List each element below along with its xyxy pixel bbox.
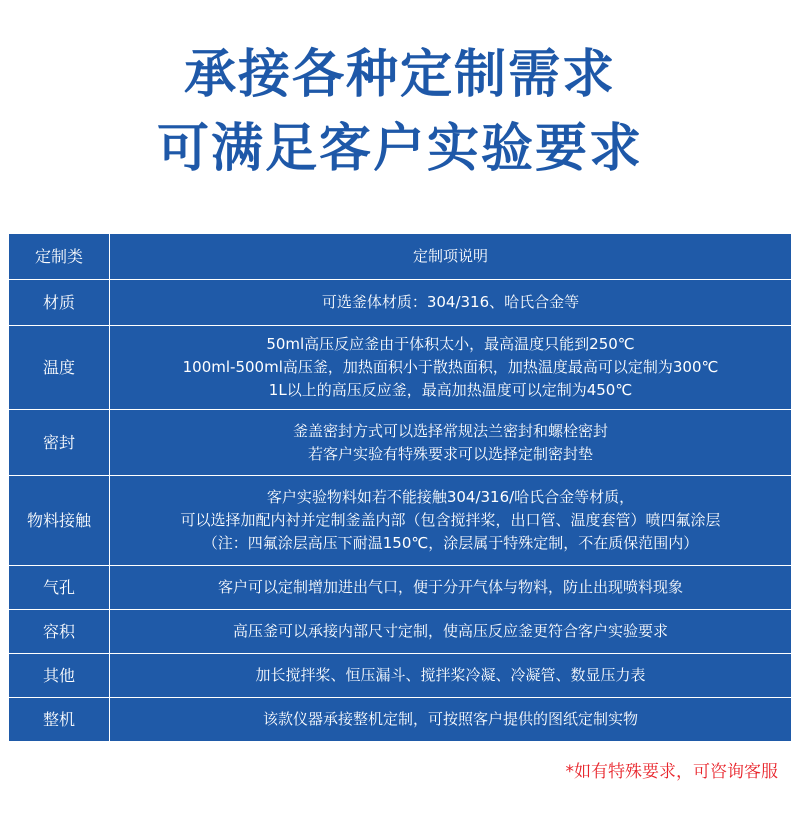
row-category: 密封: [9, 410, 110, 476]
row-description: [110, 698, 792, 742]
table-row: [9, 610, 792, 654]
row-description: [110, 280, 792, 326]
row-category: 整机: [9, 698, 110, 742]
description-line: 釜盖密封方式可以选择常规法兰密封和螺栓密封: [292, 421, 608, 440]
description-line: 50ml高压反应釜由于体积太小，最高温度只能到250℃: [266, 335, 635, 353]
description-line: 加长搅拌桨、恒压漏斗、搅拌桨冷凝、冷凝管、数显压力表: [255, 666, 646, 684]
table-row: [9, 326, 792, 410]
table-row: [9, 280, 792, 326]
description-line: 客户可以定制增加进出气口，便于分开气体与物料，防止出现喷料现象: [217, 578, 683, 596]
row-description: [110, 566, 792, 610]
row-category: 气孔: [9, 566, 110, 610]
description-line: 若客户实验有特殊要求可以选择定制密封垫: [307, 444, 593, 463]
row-category: 容积: [9, 610, 110, 654]
table-body: [9, 280, 792, 742]
customization-table: [8, 233, 792, 742]
description-line: （注：四氟涂层高压下耐温150℃，涂层属于特殊定制，不在质保范围内）: [202, 534, 699, 552]
description-line: 该款仪器承接整机定制，可按照客户提供的图纸定制实物: [262, 710, 638, 728]
row-category: 物料接触: [9, 476, 110, 566]
header-category: 定制类: [9, 234, 110, 280]
description-line: 100ml-500ml高压釜，加热面积小于散热面积，加热温度最高可以定制为300℃: [182, 358, 719, 376]
table-row: [9, 476, 792, 566]
row-category: 温度: [9, 326, 110, 410]
row-category: 材质: [9, 280, 110, 326]
description-line: 可选釜体材质：304/316、哈氏合金等: [321, 293, 580, 311]
row-description: [110, 476, 792, 566]
page-title: [0, 38, 800, 186]
row-description: [110, 610, 792, 654]
table-row: [9, 410, 792, 476]
header-description: 定制项说明: [110, 234, 792, 280]
footnote: *如有特殊要求，可咨询客服: [565, 762, 778, 782]
row-description: [110, 654, 792, 698]
table-row: [9, 566, 792, 610]
row-description: [110, 410, 792, 476]
description-line: 客户实验物料如若不能接触304/316/哈氏合金等材质，: [266, 488, 635, 506]
description-line: 1L以上的高压反应釜，最高加热温度可以定制为450℃: [268, 381, 633, 399]
row-category: 其他: [9, 654, 110, 698]
row-description: [110, 326, 792, 410]
description-line: 高压釜可以承接内部尺寸定制，使高压反应釜更符合客户实验要求: [232, 622, 668, 640]
table-header-row: [9, 234, 792, 280]
table-row: [9, 698, 792, 742]
table-row: [9, 654, 792, 698]
title-line-2: 可满足客户实验要求: [156, 119, 643, 179]
description-line: 可以选择加配内衬并定制釜盖内部（包含搅拌桨，出口管、温度套管）喷四氟涂层: [180, 511, 721, 529]
title-line-1: 承接各种定制需求: [183, 45, 616, 105]
